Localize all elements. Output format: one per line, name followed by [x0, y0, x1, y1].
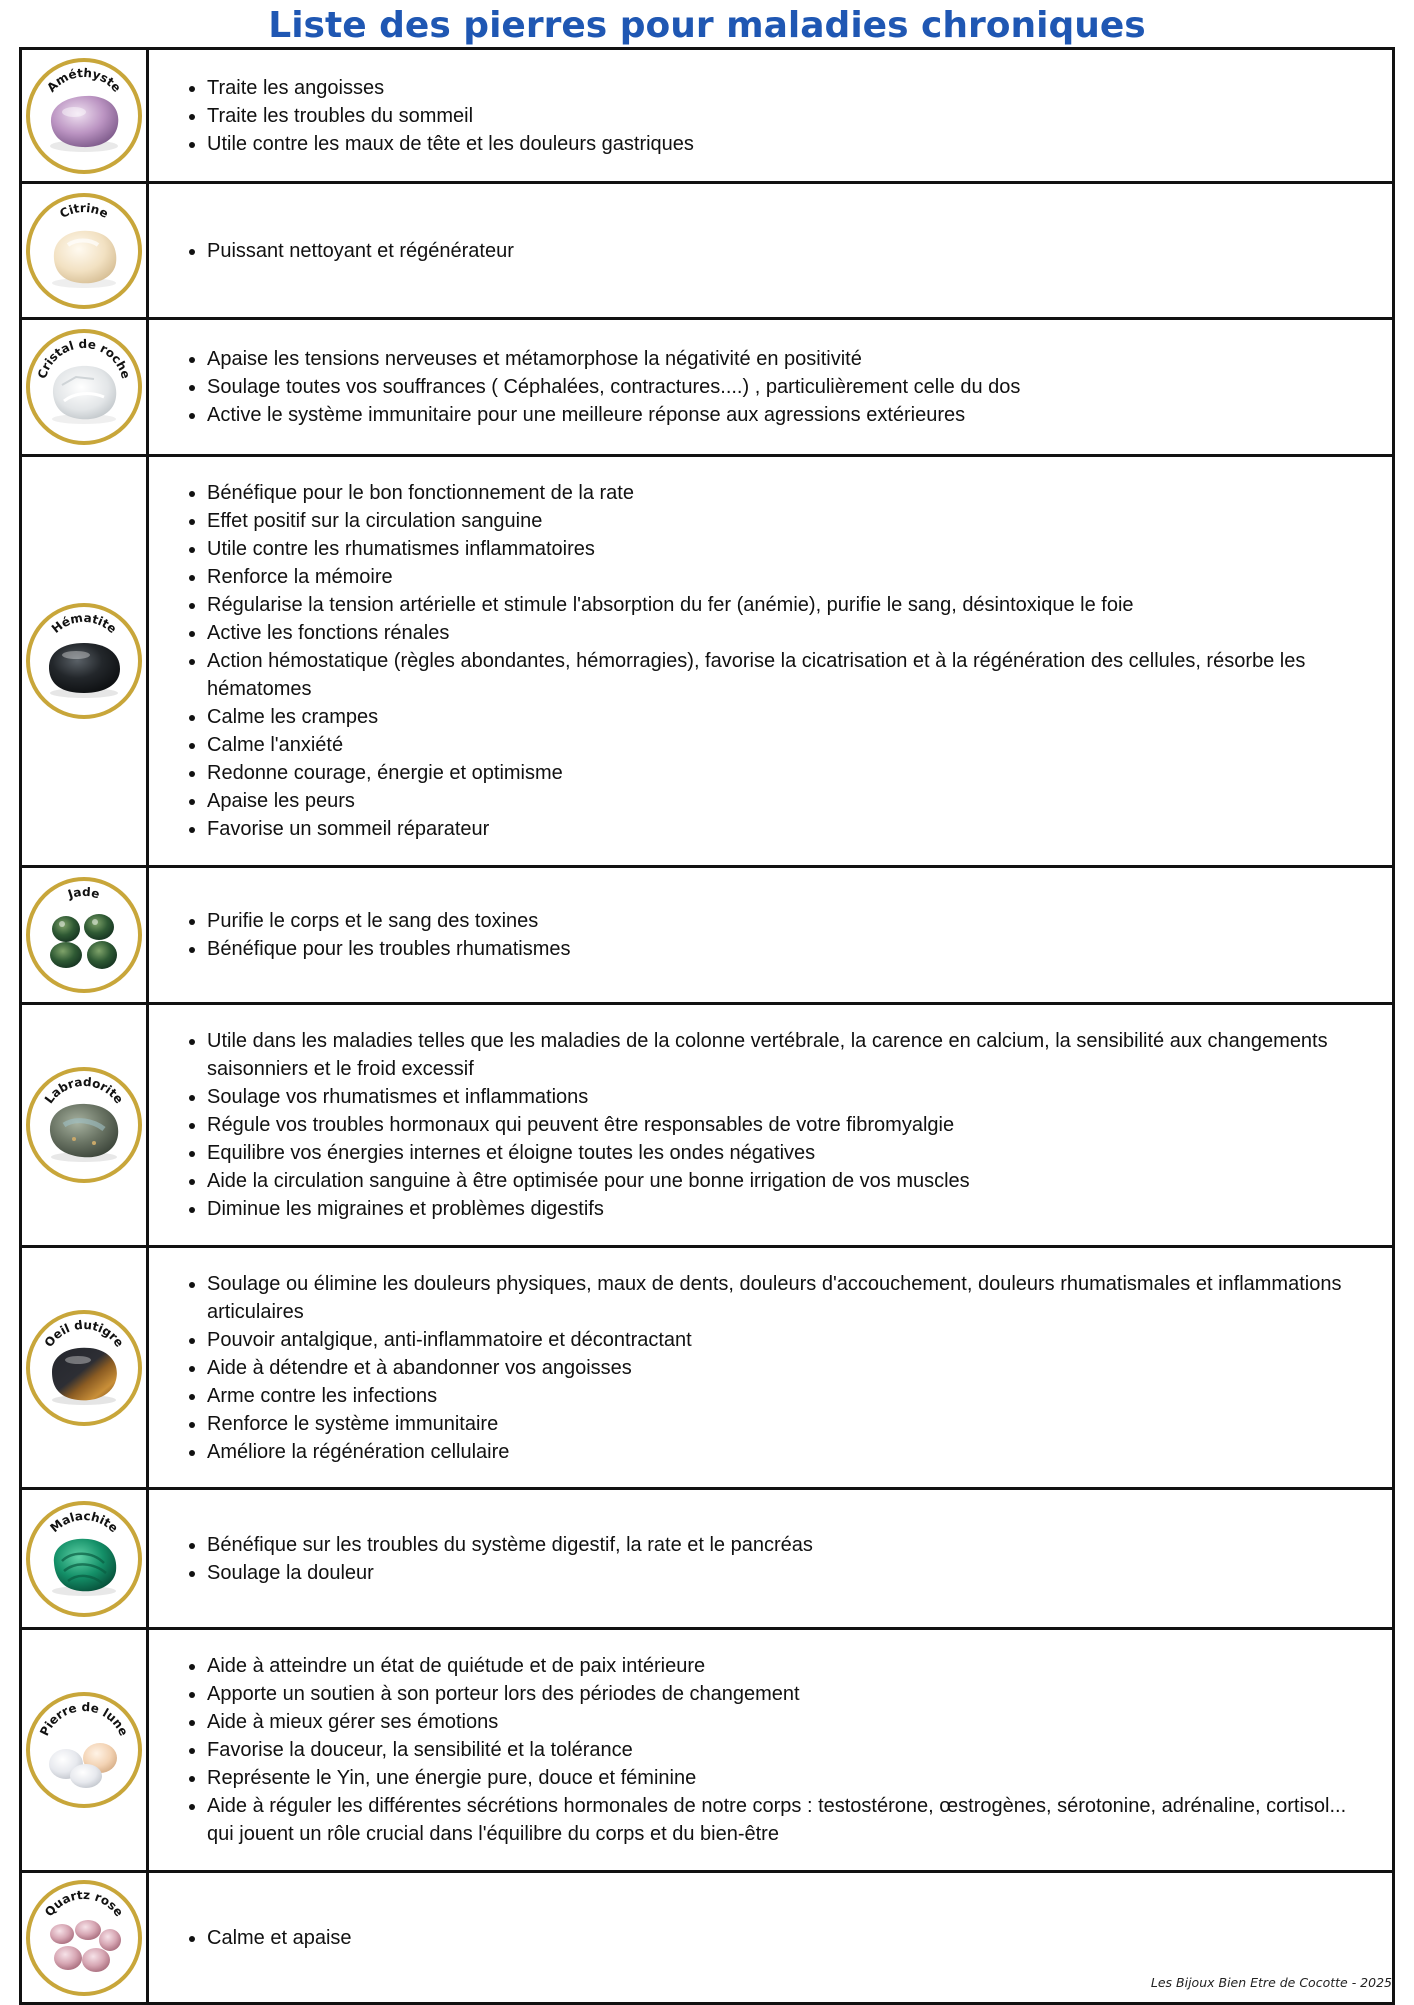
stone-benefits-cell — [148, 183, 1394, 319]
benefit-item: • Bénéfique pour le bon fonctionnement de la rate — [207, 479, 1364, 507]
stone-name: Labradorite — [41, 1074, 127, 1107]
benefit-item: • Purifie le corps et le sang des toxines — [207, 907, 1364, 935]
page-title: Liste des pierres pour maladies chroniques — [268, 5, 1146, 46]
benefit-item: • Aide la circulation sanguine à être optimisée pour une bonne irrigation de vos muscles — [207, 1167, 1364, 1195]
jade-stones — [44, 909, 124, 975]
benefits-list — [181, 1652, 1364, 1848]
benefit-item: • Aide à mieux gérer ses émotions — [207, 1708, 1364, 1736]
stone-medallion — [26, 1880, 142, 1996]
benefit-item: • Utile contre les rhumatismes inflammatoires — [207, 535, 1364, 563]
benefits-list — [181, 1270, 1364, 1466]
benefit-item: • Apporte un soutien à son porteur lors des périodes de changement — [207, 1680, 1364, 1708]
benefit-item: • Apaise les peurs — [207, 787, 1364, 815]
benefit-item: • Soulage la douleur — [207, 1559, 1364, 1587]
stone-benefits-cell — [148, 867, 1394, 1004]
benefit-item: • Bénéfique sur les troubles du système digestif, la rate et le pancréas — [207, 1531, 1364, 1559]
benefit-item: • Favorise un sommeil réparateur — [207, 815, 1364, 843]
stone-row — [21, 1247, 1394, 1489]
hematite-stone — [44, 635, 124, 701]
benefit-item: • Active les fonctions rénales — [207, 619, 1364, 647]
citrine-stone — [44, 225, 124, 291]
benefit-item: • Soulage ou élimine les douleurs physiques, maux de dents, douleurs d'accouchement, douleurs rhumatismales et inflammations articulaires — [207, 1270, 1364, 1326]
stone-medallion — [26, 193, 142, 309]
rose-quartz-stones — [44, 1912, 124, 1978]
stone-row — [21, 456, 1394, 867]
stone-benefits-cell — [148, 319, 1394, 456]
benefit-item: • Effet positif sur la circulation sanguine — [207, 507, 1364, 535]
benefit-item: • Utile contre les maux de tête et les douleurs gastriques — [207, 130, 1364, 158]
benefit-item: • Redonne courage, énergie et optimisme — [207, 759, 1364, 787]
footer-credit: Les Bijoux Bien Etre de Cocotte - 2025 — [1150, 1975, 1392, 1990]
stone-name: Améthyste — [44, 65, 124, 95]
benefits-list — [181, 1924, 1364, 1952]
stone-image-cell — [21, 1629, 148, 1872]
benefits-list — [181, 907, 1364, 963]
benefit-item: • Utile dans les maladies telles que les maladies de la colonne vertébrale, la carence en calcium, la sensibilité aux changements saisonniers et le froid excessif — [207, 1027, 1364, 1083]
benefit-item: • Renforce la mémoire — [207, 563, 1364, 591]
stone-name: Hématite — [48, 610, 120, 637]
stone-name: Malachite — [47, 1508, 121, 1535]
benefits-list — [181, 1027, 1364, 1223]
stone-row — [21, 49, 1394, 183]
stone-image-cell — [21, 867, 148, 1004]
stone-medallion — [26, 1310, 142, 1426]
stone-row — [21, 319, 1394, 456]
stone-benefits-cell — [148, 1004, 1394, 1247]
stone-image-cell — [21, 456, 148, 867]
stone-row — [21, 1004, 1394, 1247]
benefit-item: • Améliore la régénération cellulaire — [207, 1438, 1364, 1466]
rock-crystal-stone — [44, 361, 124, 427]
stone-benefits-cell — [148, 1629, 1394, 1872]
benefit-item: • Puissant nettoyant et régénérateur — [207, 237, 1364, 265]
benefit-item: • Active le système immunitaire pour une meilleure réponse aux agressions extérieures — [207, 401, 1364, 429]
benefit-item: • Calme l'anxiété — [207, 731, 1364, 759]
stone-name: Citrine — [57, 200, 111, 221]
benefit-item: • Pouvoir antalgique, anti-inflammatoire et décontractant — [207, 1326, 1364, 1354]
malachite-stone — [44, 1533, 124, 1599]
benefit-item: • Aide à réguler les différentes sécrétions hormonales de notre corps : testostérone, œstrogènes, sérotonine, adrénaline, cortisol... qui jouent un rôle crucial dans l'équilibre du corps et du bien-être — [207, 1792, 1364, 1848]
tiger-eye-stone — [44, 1342, 124, 1408]
stone-medallion — [26, 1067, 142, 1183]
benefit-item: • Traite les angoisses — [207, 74, 1364, 102]
benefit-item: • Régule vos troubles hormonaux qui peuvent être responsables de votre fibromyalgie — [207, 1111, 1364, 1139]
stone-name: Pierre de lune — [37, 1699, 131, 1739]
stone-name: Oeil dutigre — [41, 1317, 127, 1350]
svg-text:Hématite — [49, 611, 119, 636]
stone-image-cell — [21, 183, 148, 319]
benefit-item: • Calme les crampes — [207, 703, 1364, 731]
benefit-item: • Action hémostatique (règles abondantes, hémorragies), favorise la cicatrisation et à la régénération des cellules, résorbe les hématomes — [207, 647, 1364, 703]
benefit-item: • Calme et apaise — [207, 1924, 1364, 1952]
stone-medallion — [26, 1692, 142, 1808]
benefit-item: • Apaise les tensions nerveuses et métamorphose la négativité en positivité — [207, 345, 1364, 373]
benefits-list — [181, 1531, 1364, 1587]
benefit-item: • Aide à atteindre un état de quiétude et de paix intérieure — [207, 1652, 1364, 1680]
stone-image-cell — [21, 1872, 148, 2004]
benefit-item: • Aide à détendre et à abandonner vos angoisses — [207, 1354, 1364, 1382]
benefit-item: • Favorise la douceur, la sensibilité et la tolérance — [207, 1736, 1364, 1764]
benefit-item: • Soulage vos rhumatismes et inflammations — [207, 1083, 1364, 1111]
stone-row — [21, 1629, 1394, 1872]
labradorite-stone — [44, 1099, 124, 1165]
benefit-item: • Bénéfique pour les troubles rhumatismes — [207, 935, 1364, 963]
stone-name: Cristal de roche — [35, 336, 133, 381]
benefit-item: • Equilibre vos énergies internes et éloigne toutes les ondes négatives — [207, 1139, 1364, 1167]
stone-row — [21, 1489, 1394, 1629]
stone-image-cell — [21, 49, 148, 183]
stone-row — [21, 867, 1394, 1004]
amethyst-stone — [44, 90, 124, 156]
stone-benefits-cell — [148, 1247, 1394, 1489]
benefit-item: • Soulage toutes vos souffrances ( Céphalées, contractures....) , particulièrement celle du dos — [207, 373, 1364, 401]
stone-image-cell — [21, 319, 148, 456]
svg-text:Malachite — [47, 1508, 120, 1534]
stone-medallion — [26, 877, 142, 993]
benefits-list — [181, 479, 1364, 843]
svg-text:Citrine — [57, 200, 110, 220]
stone-image-cell — [21, 1489, 148, 1629]
stone-medallion — [26, 58, 142, 174]
stone-name: Quartz rose — [42, 1887, 127, 1919]
stone-image-cell — [21, 1247, 148, 1489]
benefit-item: • Représente le Yin, une énergie pure, douce et féminine — [207, 1764, 1364, 1792]
stone-benefits-cell — [148, 456, 1394, 867]
benefits-list — [181, 345, 1364, 429]
stones-table — [19, 47, 1395, 2005]
moonstone-stones — [44, 1724, 124, 1790]
stone-benefits-cell — [148, 49, 1394, 183]
benefit-item: • Traite les troubles du sommeil — [207, 102, 1364, 130]
benefits-list — [181, 237, 1364, 265]
benefit-item: • Renforce le système immunitaire — [207, 1410, 1364, 1438]
benefit-item: • Arme contre les infections — [207, 1382, 1364, 1410]
stone-image-cell — [21, 1004, 148, 1247]
stone-row — [21, 183, 1394, 319]
benefit-item: • Régularise la tension artérielle et stimule l'absorption du fer (anémie), purifie le sang, désintoxique le foie — [207, 591, 1364, 619]
stone-medallion — [26, 1501, 142, 1617]
stone-name: Jade — [66, 884, 102, 902]
stone-medallion — [26, 603, 142, 719]
stone-medallion — [26, 329, 142, 445]
svg-text:Jade — [65, 885, 101, 902]
benefits-list — [181, 74, 1364, 158]
benefit-item: • Diminue les migraines et problèmes digestifs — [207, 1195, 1364, 1223]
stone-benefits-cell — [148, 1489, 1394, 1629]
